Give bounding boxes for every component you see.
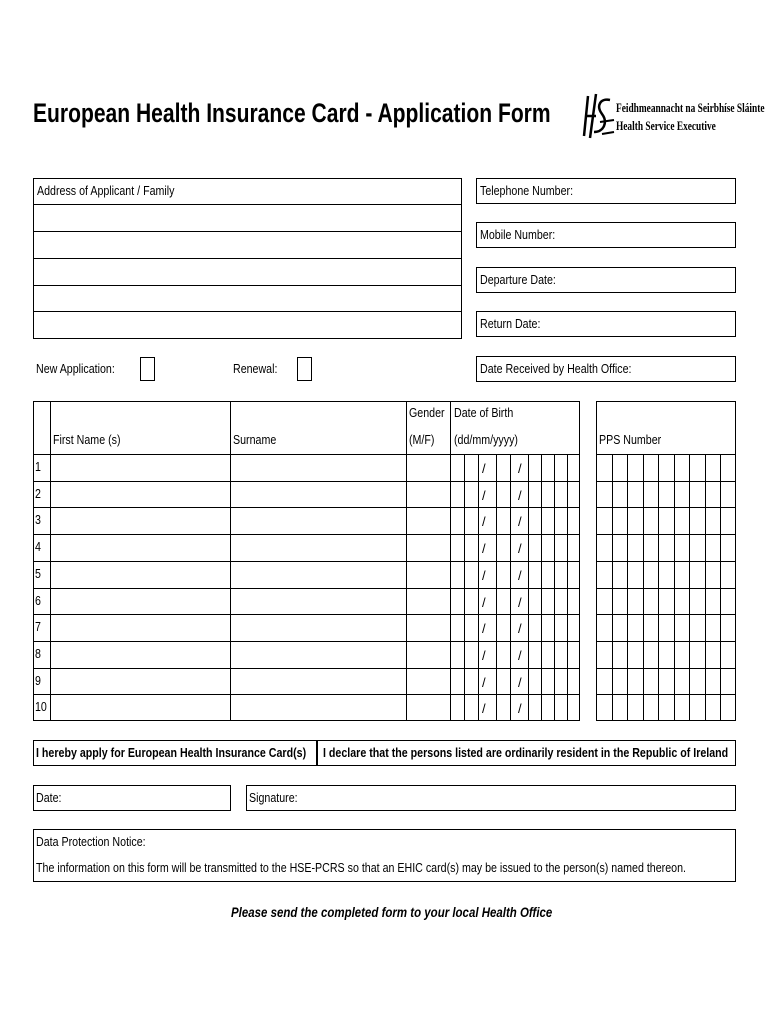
row-number: 3: [35, 512, 41, 527]
dob-separator: /: [518, 621, 522, 636]
departure-date-label: Departure Date:: [480, 272, 556, 287]
row-number: 10: [35, 699, 47, 714]
surname-input[interactable]: [231, 508, 405, 533]
new-application-label: New Application:: [36, 361, 115, 376]
address-line-4[interactable]: [35, 285, 460, 309]
logo-line-2: Health Service Executive: [616, 118, 716, 133]
row-number: 7: [35, 619, 41, 634]
dob-separator: /: [482, 461, 486, 476]
first-name-input[interactable]: [51, 508, 229, 533]
date-label: Date:: [36, 790, 62, 805]
resident-declaration-text: I declare that the persons listed are ordinarily resident in the Republic of Ireland: [323, 745, 729, 760]
dob-separator: /: [518, 648, 522, 663]
departure-date-field[interactable]: [476, 267, 736, 293]
dob-separator: /: [518, 675, 522, 690]
dob-separator: /: [518, 595, 522, 610]
footer-instruction: Please send the completed form to your local Health Office: [231, 904, 553, 920]
first-name-header: First Name (s): [53, 432, 121, 447]
gender-header: Gender: [409, 405, 445, 420]
gender-subheader: (M/F): [409, 432, 435, 447]
renewal-checkbox[interactable]: [297, 357, 312, 381]
data-protection-text: The information on this form will be transmitted to the HSE-PCRS so that an EHIC card(s) may be issued to the person(s) named thereon.: [36, 860, 686, 875]
new-application-checkbox[interactable]: [140, 357, 155, 381]
dob-separator: /: [518, 568, 522, 583]
row-number: 9: [35, 673, 41, 688]
renewal-label: Renewal:: [233, 361, 278, 376]
apply-declaration-text: I hereby apply for European Health Insurance Card(s): [36, 745, 307, 760]
dob-separator: /: [482, 595, 486, 610]
gender-input[interactable]: [407, 455, 449, 480]
surname-header: Surname: [233, 432, 277, 447]
row-number: 6: [35, 593, 41, 608]
resident-declaration-box: [317, 740, 736, 766]
address-line-3[interactable]: [35, 259, 460, 283]
signature-label: Signature:: [249, 790, 298, 805]
hse-logo-mark-icon: [580, 92, 616, 140]
telephone-label: Telephone Number:: [480, 183, 574, 198]
gender-input[interactable]: [407, 482, 449, 506]
dob-separator: /: [482, 675, 486, 690]
date-received-label: Date Received by Health Office:: [480, 361, 632, 376]
pps-header: PPS Number: [599, 432, 662, 447]
dob-separator: /: [518, 541, 522, 556]
dob-separator: /: [482, 648, 486, 663]
row-number: 4: [35, 539, 41, 554]
row-number: 5: [35, 566, 41, 581]
dob-separator: /: [482, 514, 486, 529]
return-date-label: Return Date:: [480, 316, 541, 331]
address-label: Address of Applicant / Family: [37, 183, 175, 198]
address-line-5[interactable]: [35, 312, 460, 336]
logo-line-1: Feidhmeannacht na Seirbhíse Sláinte: [616, 100, 765, 115]
dob-separator: /: [518, 701, 522, 716]
dob-separator: /: [482, 701, 486, 716]
dob-separator: /: [518, 461, 522, 476]
gender-input[interactable]: [407, 508, 449, 533]
row-number: 8: [35, 646, 41, 661]
date-field[interactable]: [33, 785, 231, 811]
apply-declaration-box: [33, 740, 317, 766]
dob-separator: /: [482, 568, 486, 583]
page-title: European Health Insurance Card - Application Form: [33, 98, 551, 128]
dob-separator: /: [482, 621, 486, 636]
address-line-2[interactable]: [35, 232, 460, 256]
telephone-field[interactable]: [476, 178, 736, 204]
hse-logo: [580, 92, 765, 142]
first-name-input[interactable]: [51, 455, 229, 480]
return-date-field[interactable]: [476, 311, 736, 337]
row-number: 1: [35, 459, 41, 474]
surname-input[interactable]: [231, 455, 405, 480]
mobile-label: Mobile Number:: [480, 227, 556, 242]
address-line-1[interactable]: [35, 205, 460, 229]
dob-subheader: (dd/mm/yyyy): [454, 432, 518, 447]
data-protection-box: [33, 829, 736, 882]
row-number: 2: [35, 486, 41, 501]
mobile-field[interactable]: [476, 222, 736, 248]
data-protection-heading: Data Protection Notice:: [36, 834, 146, 849]
dob-header: Date of Birth: [454, 405, 514, 420]
dob-separator: /: [518, 514, 522, 529]
dob-separator: /: [482, 541, 486, 556]
dob-separator: /: [482, 488, 486, 503]
date-received-field[interactable]: [476, 356, 736, 382]
first-name-input[interactable]: [51, 482, 229, 506]
signature-field[interactable]: [246, 785, 736, 811]
dob-separator: /: [518, 488, 522, 503]
surname-input[interactable]: [231, 482, 405, 506]
